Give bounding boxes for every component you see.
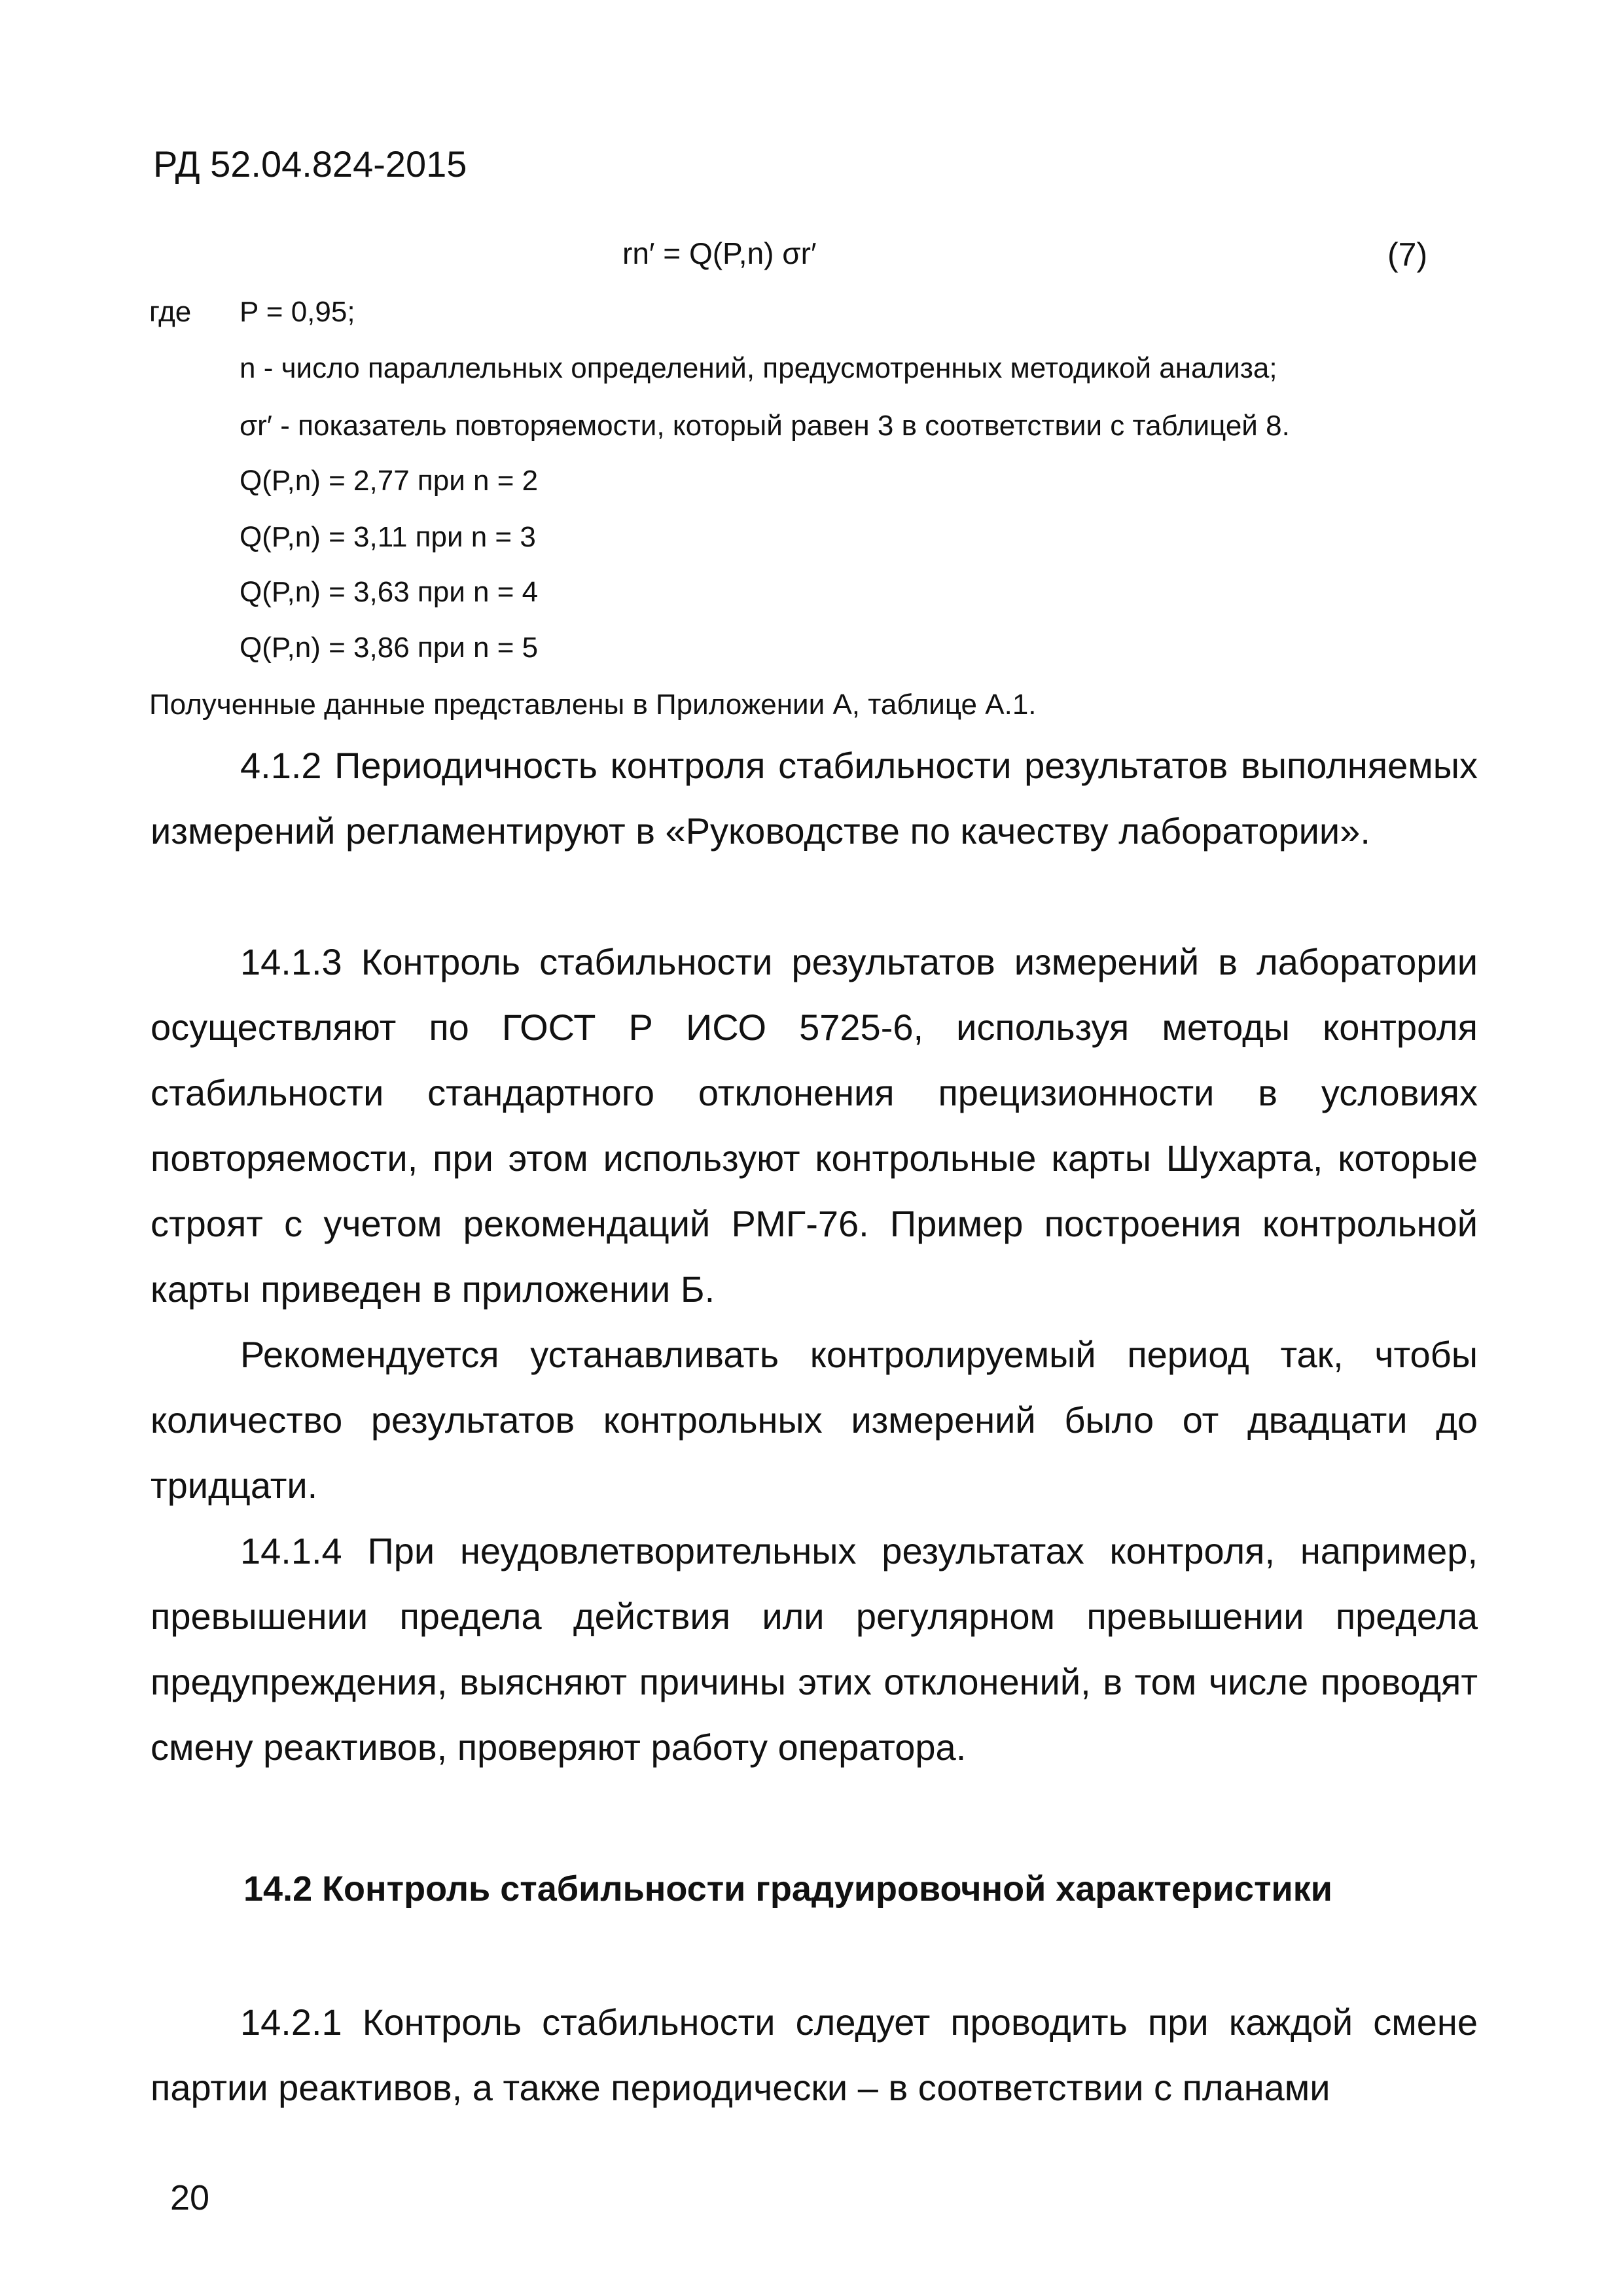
paragraph-14-1-3 (151, 929, 1478, 1322)
document-code: РД 52.04.824-2015 (153, 143, 467, 185)
definition-item: σr′ - показатель повторяемости, который равен 3 в соответствии с таблицей 8. (240, 410, 1290, 442)
paragraph-text: 14.1.3 Контроль стабильности результатов измерений в лаборатории осуществляют по ГОСТ Р ИСО 5725-6, используя методы контроля стабильности стандартного отклонения прецизионности в условиях повторяемости, при этом используют контрольные карты Шухарта, которые строят с учетом рекомендаций РМГ-76. Пример построения контрольной карты приведен в приложении Б. (151, 941, 1478, 1310)
paragraph-text: Рекомендуется устанавливать контролируемый период так, чтобы количество результатов контрольных измерений было от двадцати до тридцати. (151, 1334, 1478, 1506)
definition-item: Q(P,n) = 3,63 при n = 4 (240, 576, 539, 608)
definition-item: Q(P,n) = 2,77 при n = 2 (240, 465, 539, 497)
note-text: Полученные данные представлены в Приложении А, таблице А.1. (149, 689, 1037, 721)
paragraph-text: 14.2.1 Контроль стабильности следует проводить при каждой смене партии реактивов, а также периодически – в соответствии с планами (151, 2001, 1478, 2108)
formula-number: (7) (1387, 236, 1428, 273)
paragraph-14-2-1 (151, 1990, 1478, 2121)
paragraph-text: 14.1.4 При неудовлетворительных результатах контроля, например, превышении предела действия или регулярном превышении предела предупреждения, выясняют причины этих отклонений, в том числе проводят смену реактивов, проверяют работу оператора. (151, 1530, 1478, 1768)
section-heading: 14.2 Контроль стабильности градуировочной характеристики (243, 1869, 1332, 1909)
paragraph-text: 4.1.2 Периодичность контроля стабильности результатов выполняемых измерений регламентируют в «Руководстве по качеству лаборатории». (151, 745, 1478, 852)
definition-item: P = 0,95; (240, 296, 355, 328)
paragraph-14-1-4 (151, 1518, 1478, 1780)
paragraph-control-period (151, 1322, 1478, 1518)
definition-item: Q(P,n) = 3,86 при n = 5 (240, 632, 539, 664)
definition-item: n - число параллельных определений, предусмотренных методикой анализа; (240, 352, 1277, 384)
paragraph-4-1-2 (151, 733, 1478, 864)
definition-item: Q(P,n) = 3,11 при n = 3 (240, 521, 536, 553)
formula-expression: rn′ = Q(P,n) σr′ (622, 236, 817, 270)
where-label: где (149, 296, 192, 328)
page-number: 20 (170, 2178, 210, 2217)
